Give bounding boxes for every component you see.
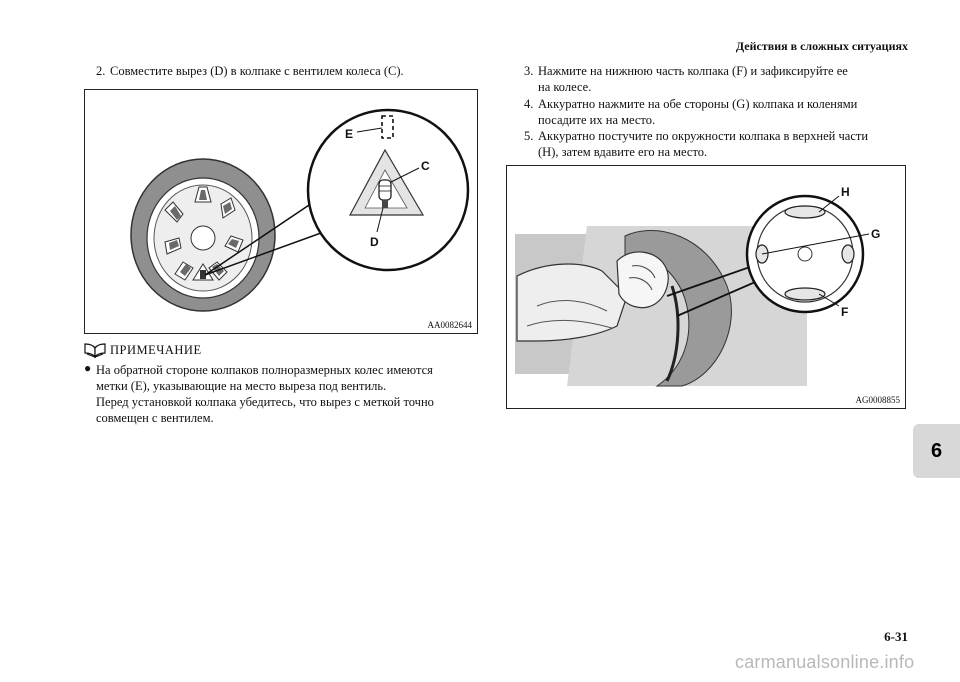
label-e: E bbox=[345, 127, 354, 141]
note-heading bbox=[84, 342, 202, 358]
step-3-line1: Нажмите на нижнюю часть колпака (F) и зафиксируйте ее bbox=[538, 64, 848, 78]
note-icon bbox=[84, 342, 106, 358]
bullet-dot: ● bbox=[84, 361, 92, 375]
watermark: carmanualsonline.info bbox=[735, 652, 915, 672]
install-hubcap-illustration bbox=[507, 166, 905, 408]
figure-hubcap-valve bbox=[84, 89, 478, 334]
label-g: G bbox=[871, 227, 881, 241]
step-5-number: 5. bbox=[524, 129, 534, 143]
step-5-line1: Аккуратно постучите по окружности колпака в верхней части bbox=[538, 129, 869, 143]
note-line-2: метки (E), указывающие на место выреза под вентиль. bbox=[96, 379, 387, 393]
label-f: F bbox=[841, 305, 849, 319]
note-line-3: Перед установкой колпака убедитесь, что вырез с меткой точно bbox=[96, 395, 434, 409]
step-5-line2: (H), затем вдавите его на место. bbox=[538, 145, 708, 159]
step-3-line2: на колесе. bbox=[538, 80, 592, 94]
label-h: H bbox=[841, 185, 850, 199]
hubcap-valve-illustration bbox=[85, 90, 477, 333]
label-d: D bbox=[370, 235, 379, 249]
note-line-4: совмещен с вентилем. bbox=[96, 411, 214, 425]
note-line-1: На обратной стороне колпаков полноразмерных колес имеются bbox=[96, 363, 433, 377]
step-2-text: Совместите вырез (D) в колпаке с вентилем колеса (C). bbox=[110, 64, 404, 78]
figure-code: AG0008855 bbox=[855, 395, 900, 405]
figure-install-hubcap bbox=[506, 165, 906, 409]
step-4 bbox=[524, 96, 904, 128]
page-number: 6-31 bbox=[884, 629, 908, 644]
step-2 bbox=[96, 63, 404, 79]
label-c: C bbox=[421, 159, 430, 173]
header-title: Действия в сложных ситуациях bbox=[735, 39, 908, 53]
step-4-line2: посадите их на место. bbox=[538, 113, 656, 127]
step-4-number: 4. bbox=[524, 97, 534, 111]
step-3-number: 3. bbox=[524, 64, 534, 78]
note-bullet-text bbox=[96, 362, 486, 426]
note-heading-text: ПРИМЕЧАНИЕ bbox=[110, 342, 202, 357]
figure-code: AA0082644 bbox=[427, 320, 472, 330]
chapter-tab: 6 bbox=[913, 424, 960, 478]
step-4-line1: Аккуратно нажмите на обе стороны (G) колпака и коленями bbox=[538, 97, 858, 111]
step-3 bbox=[524, 63, 904, 95]
step-2-number: 2. bbox=[96, 64, 106, 78]
step-5 bbox=[524, 128, 904, 160]
